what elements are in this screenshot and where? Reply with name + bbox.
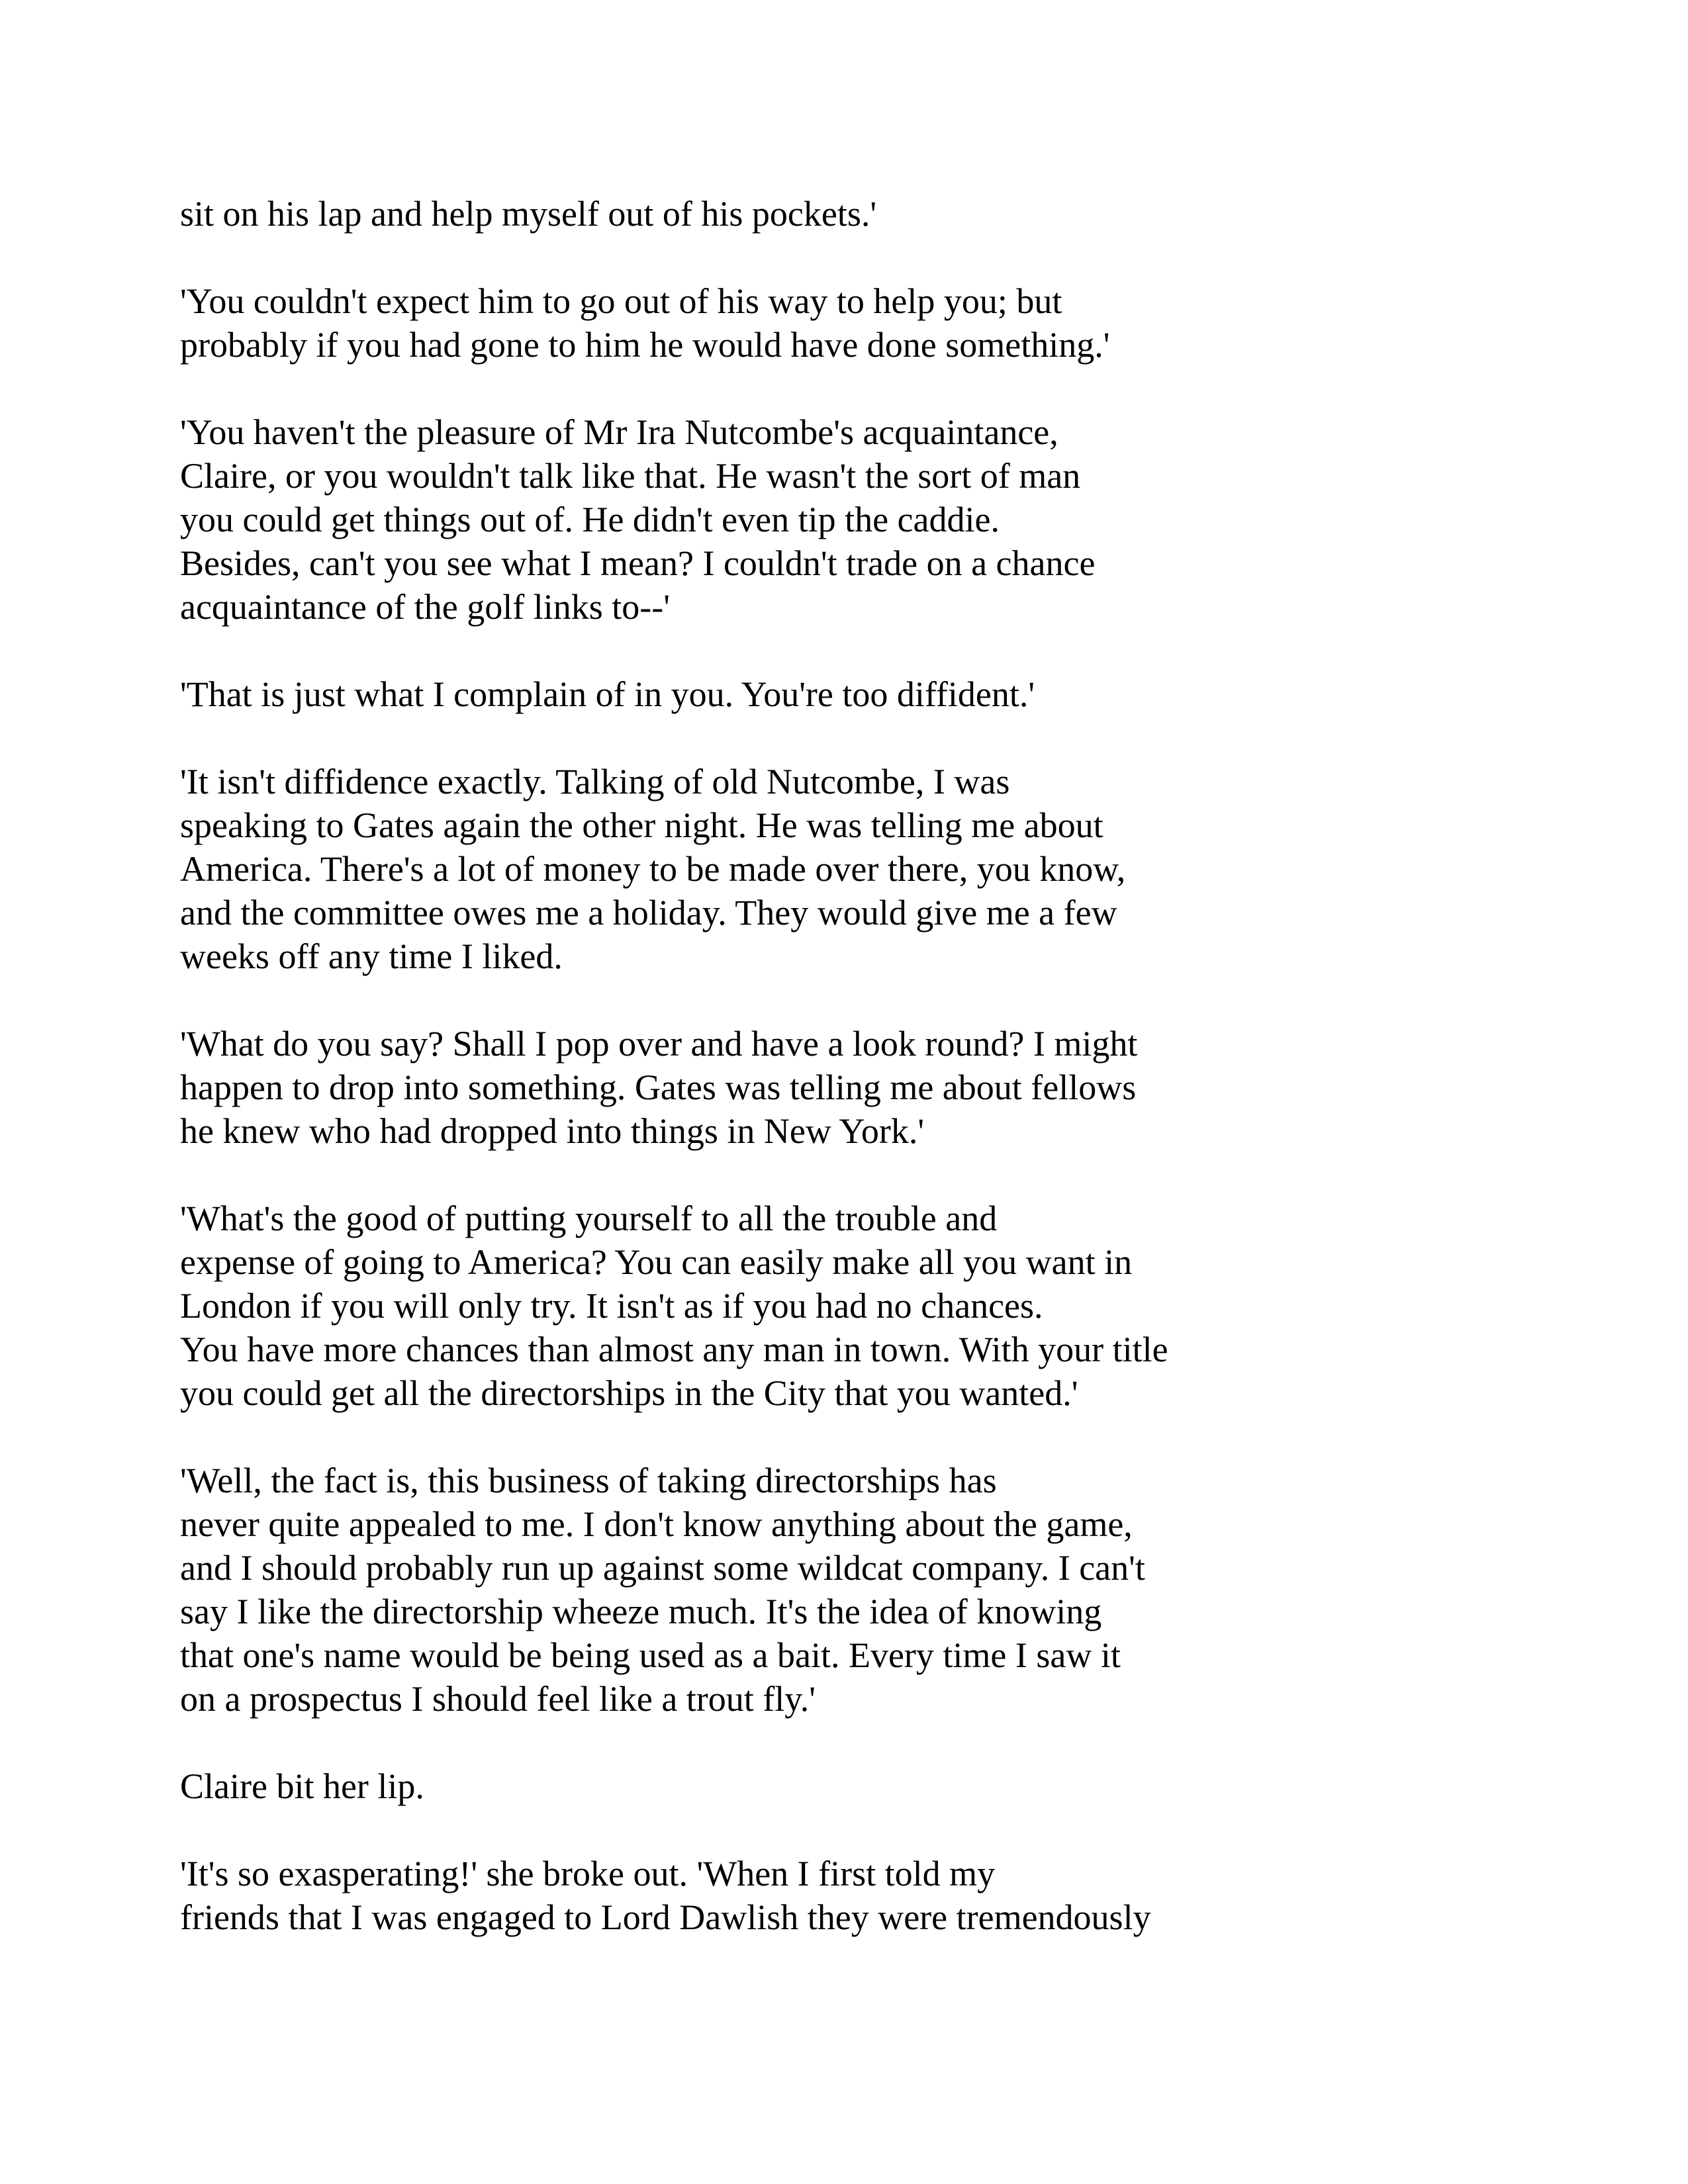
text-line: 'You couldn't expect him to go out of his way to help you; but [180, 281, 1062, 321]
text-line: and the committee owes me a holiday. They would give me a few [180, 893, 1117, 933]
text-line: Claire bit her lip. [180, 1766, 424, 1806]
paragraph [180, 1022, 1504, 1153]
text-line: never quite appealed to me. I don't know anything about the game, [180, 1504, 1133, 1544]
text-line: 'What's the good of putting yourself to all the trouble and [180, 1199, 998, 1238]
paragraph [180, 1197, 1504, 1415]
text-line: 'What do you say? Shall I pop over and have a look round? I might [180, 1024, 1138, 1064]
text-line: expense of going to America? You can easily make all you want in [180, 1242, 1133, 1282]
paragraph [180, 672, 1504, 716]
text-line: 'It isn't diffidence exactly. Talking of old Nutcombe, I was [180, 762, 1010, 801]
text-line: that one's name would be being used as a bait. Every time I saw it [180, 1635, 1121, 1675]
text-line: weeks off any time I liked. [180, 936, 563, 976]
paragraph [180, 410, 1504, 629]
text-line: friends that I was engaged to Lord Dawlish they were tremendously [180, 1897, 1151, 1937]
text-line: 'It's so exasperating!' she broke out. 'When I first told my [180, 1854, 996, 1893]
text-line: London if you will only try. It isn't as if you had no chances. [180, 1286, 1043, 1326]
text-line: 'That is just what I complain of in you. You're too diffident.' [180, 674, 1035, 714]
text-line: acquaintance of the golf links to--' [180, 587, 670, 627]
text-line: Besides, can't you see what I mean? I couldn't trade on a chance [180, 543, 1096, 583]
text-line: America. There's a lot of money to be made over there, you know, [180, 849, 1126, 889]
text-line: probably if you had gone to him he would have done something.' [180, 325, 1110, 365]
text-line: speaking to Gates again the other night. He was telling me about [180, 805, 1103, 845]
text-line: 'You haven't the pleasure of Mr Ira Nutcombe's acquaintance, [180, 412, 1058, 452]
text-line: sit on his lap and help myself out of his pockets.' [180, 194, 877, 234]
text-line: on a prospectus I should feel like a trout fly.' [180, 1679, 816, 1719]
text-line: you could get things out of. He didn't even tip the caddie. [180, 500, 1000, 539]
text-line: he knew who had dropped into things in New York.' [180, 1111, 925, 1151]
paragraph [180, 1459, 1504, 1721]
body-text [180, 192, 1504, 1983]
text-line: you could get all the directorships in the City that you wanted.' [180, 1373, 1078, 1413]
paragraph [180, 1852, 1504, 1939]
text-line: Claire, or you wouldn't talk like that. He wasn't the sort of man [180, 456, 1081, 496]
paragraph [180, 1764, 1504, 1808]
text-line: happen to drop into something. Gates was telling me about fellows [180, 1068, 1137, 1107]
text-line: 'Well, the fact is, this business of taking directorships has [180, 1461, 997, 1500]
text-line: You have more chances than almost any man in town. With your title [180, 1330, 1168, 1369]
text-line: say I like the directorship wheeze much. It's the idea of knowing [180, 1592, 1102, 1631]
paragraph [180, 279, 1504, 367]
text-line: and I should probably run up against some wildcat company. I can't [180, 1548, 1145, 1588]
paragraph [180, 760, 1504, 978]
paragraph [180, 192, 1504, 236]
